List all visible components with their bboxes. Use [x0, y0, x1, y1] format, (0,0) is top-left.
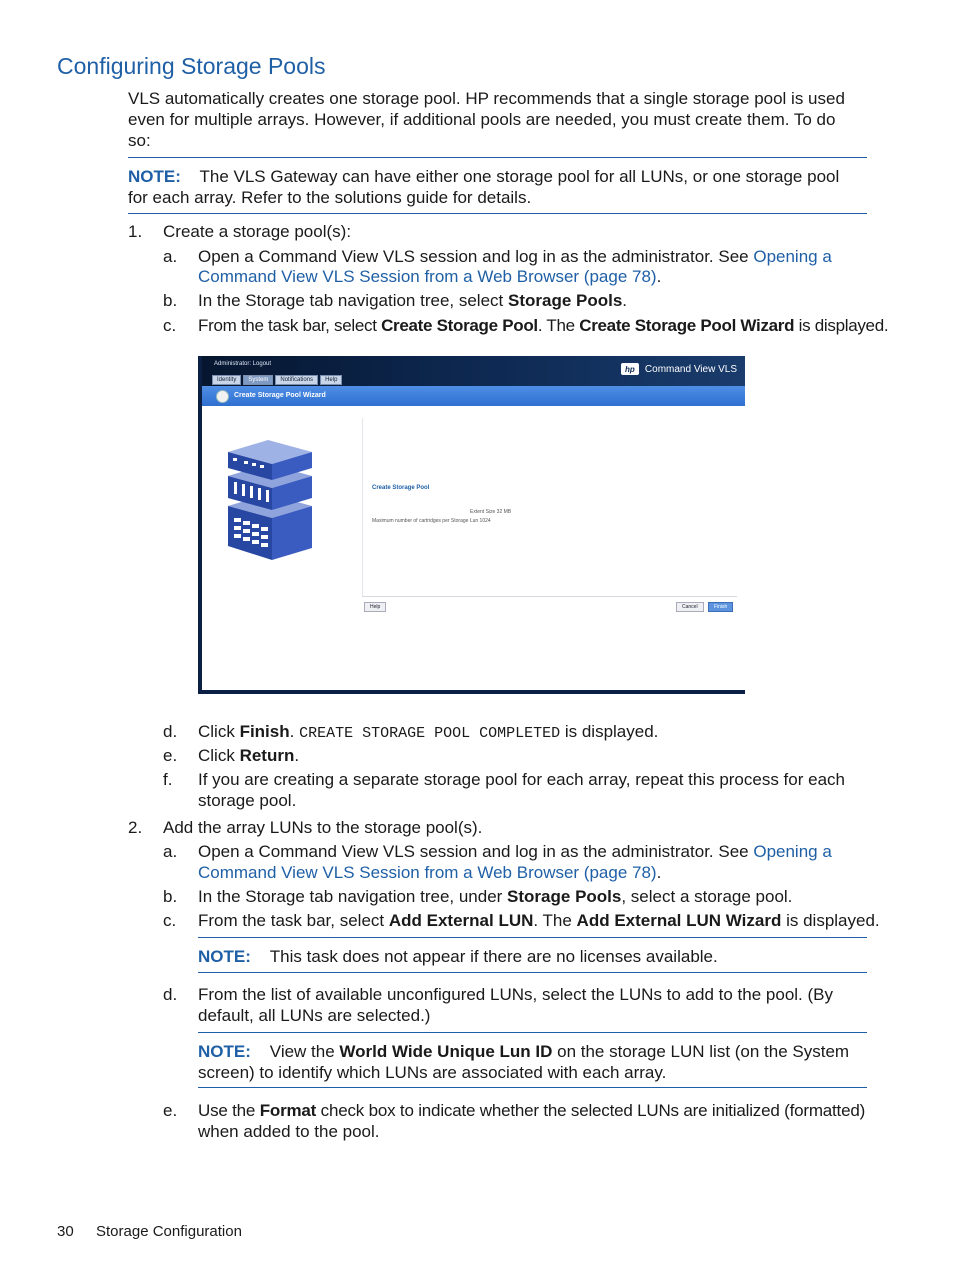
substep-2b: In the Storage tab navigation tree, under Storage Pools, select a storage pool. — [198, 887, 793, 906]
step-number: 2. — [128, 818, 143, 837]
substep-marker: b. — [163, 887, 178, 906]
note-bottom-rule — [198, 1087, 867, 1088]
note-top-rule — [198, 937, 867, 938]
substep-marker: f. — [163, 770, 173, 789]
note-2d-line-2: screen) to identify which LUNs are associated with each array. — [198, 1063, 667, 1082]
step-number: 1. — [128, 222, 143, 241]
link-opening-session-cont[interactable]: Command View VLS Session from a Web Browser (page 78) — [198, 267, 657, 286]
link-opening-session[interactable]: Opening a — [753, 842, 832, 861]
intro-line-3: so: — [128, 131, 151, 150]
storage-pool-icon — [224, 438, 316, 562]
product-name: Command View VLS — [644, 363, 737, 375]
footer-divider — [362, 596, 737, 597]
link-opening-session[interactable]: Opening a — [753, 247, 832, 266]
step-text: Create a storage pool(s): — [163, 222, 352, 241]
wizard-icon — [216, 390, 229, 403]
step-text: Add the array LUNs to the storage pool(s). — [163, 818, 483, 837]
substep-marker: e. — [163, 746, 178, 765]
max-cartridges-field: Maximum number of cartridges per Storage Lun 1024 — [372, 518, 491, 524]
intro-line-1: VLS automatically creates one storage pool. HP recommends that a single storage pool is used — [128, 89, 845, 108]
substep-marker: e. — [163, 1101, 178, 1120]
note-top-rule — [198, 1032, 867, 1033]
wizard-title: Create Storage Pool Wizard — [234, 392, 326, 399]
wizard-screenshot — [198, 356, 745, 694]
substep-marker: a. — [163, 842, 178, 861]
tab-notifications[interactable]: Notifications — [275, 375, 318, 385]
substep-2c: From the task bar, select Add External LUN. The Add External LUN Wizard is displayed. — [198, 911, 880, 930]
substep-1f: If you are creating a separate storage pool for each array, repeat this process for each — [198, 770, 845, 789]
intro-line-2: even for multiple arrays. However, if additional pools are needed, you must create them. To do — [128, 110, 836, 129]
note-2c: NOTE: This task does not appear if there are no licenses available. — [198, 947, 718, 966]
wizard-title-bar — [202, 386, 745, 406]
cancel-button[interactable]: Cancel — [676, 602, 704, 612]
substep-marker: c. — [163, 316, 177, 335]
substep-1a-line-2: Command View VLS Session from a Web Browser (page 78). — [198, 267, 662, 286]
code-text: CREATE STORAGE POOL COMPLETED — [299, 725, 561, 742]
substep-2a-line-2: Command View VLS Session from a Web Browser (page 78). — [198, 863, 662, 882]
note-bottom-rule — [198, 972, 867, 973]
page-heading: Configuring Storage Pools — [57, 53, 326, 79]
substep-marker: d. — [163, 722, 178, 741]
substep-2e-line-2: when added to the pool. — [198, 1122, 380, 1141]
substep-1f-line-2: storage pool. — [198, 791, 297, 810]
substep-2e: Use the Format check box to indicate whether the selected LUNs are initialized (formatted) — [198, 1101, 866, 1120]
substep-marker: b. — [163, 291, 178, 310]
app-header — [202, 356, 745, 386]
nav-tabs — [212, 375, 342, 385]
extent-size-field: Extent Size 32 MB — [470, 509, 512, 515]
tab-identity[interactable]: Identity — [212, 375, 241, 385]
note-bottom-rule — [128, 213, 867, 214]
substep-1c: From the task bar, select Create Storage Pool. The Create Storage Pool Wizard is displayed. — [198, 316, 889, 335]
page-number: 30 — [57, 1223, 74, 1240]
note-label: NOTE: — [198, 1042, 251, 1061]
tab-system[interactable]: System — [243, 375, 273, 385]
substep-marker: c. — [163, 911, 177, 930]
note-2d: NOTE: View the World Wide Unique Lun ID on the storage LUN list (on the System — [198, 1042, 850, 1061]
substep-marker: d. — [163, 985, 178, 1004]
admin-logout[interactable]: Administrator: Logout — [214, 361, 272, 367]
link-opening-session-cont[interactable]: Command View VLS Session from a Web Browser (page 78) — [198, 863, 657, 882]
form-section-title: Create Storage Pool — [372, 485, 430, 491]
substep-2d-line-2: default, all LUNs are selected.) — [198, 1006, 431, 1025]
substep-1e: Click Return. — [198, 746, 300, 765]
footer-section: Storage Configuration — [96, 1223, 242, 1240]
panel-divider — [362, 418, 363, 596]
substep-1b: In the Storage tab navigation tree, select Storage Pools. — [198, 291, 628, 310]
finish-button[interactable]: Finish — [708, 602, 733, 612]
note-1 — [128, 166, 839, 187]
substep-1d: Click Finish. CREATE STORAGE POOL COMPLETED is displayed. — [198, 722, 659, 742]
note-label: NOTE: — [198, 947, 251, 966]
note-label: NOTE: — [128, 167, 181, 186]
note-1-line-2: for each array. Refer to the solutions guide for details. — [128, 188, 532, 207]
substep-1a: Open a Command View VLS session and log in as the administrator. See Opening a — [198, 247, 832, 266]
substep-marker: a. — [163, 247, 178, 266]
hp-logo-icon: hp — [621, 363, 639, 375]
product-logo — [621, 363, 737, 375]
note-top-rule — [128, 157, 867, 158]
substep-2d: From the list of available unconfigured LUNs, select the LUNs to add to the pool. (By — [198, 985, 833, 1004]
note-text: The VLS Gateway can have either one storage pool for all LUNs, or one storage pool — [199, 167, 840, 186]
help-button[interactable]: Help — [364, 602, 386, 612]
tab-help[interactable]: Help — [320, 375, 342, 385]
substep-2a: Open a Command View VLS session and log in as the administrator. See Opening a — [198, 842, 832, 861]
